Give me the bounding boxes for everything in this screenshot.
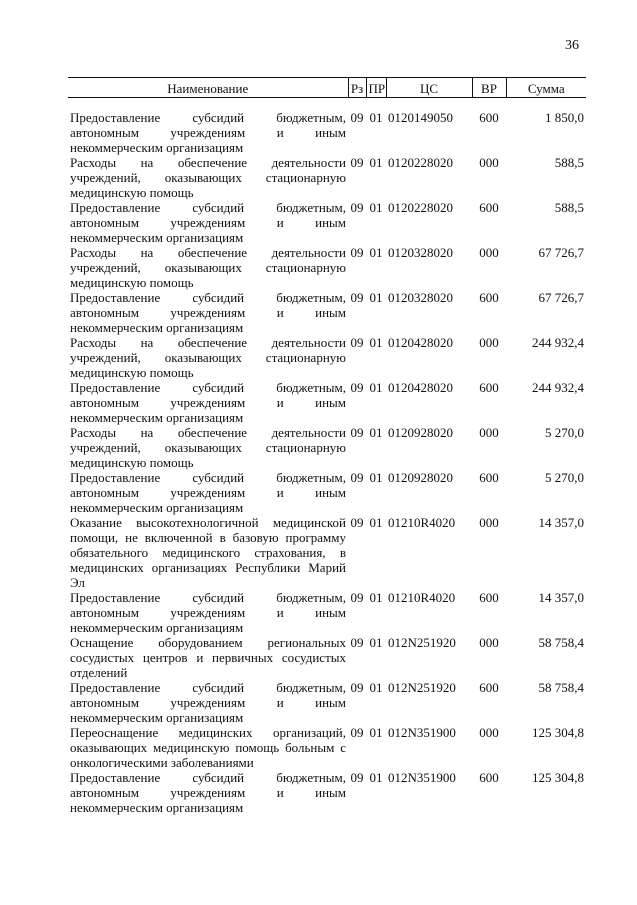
cell-sum: 125 304,8 (532, 770, 584, 785)
cell-rz: 09 (350, 635, 364, 650)
cell-vr: 000 (479, 635, 499, 650)
cell-pr: 01 (369, 590, 383, 605)
table-row (68, 200, 586, 245)
cell-name: Предоставление субсидий бюджетным, автономным учреждениям и иным некоммерческим организациям (70, 290, 346, 335)
cell-vr: 600 (479, 470, 499, 485)
table-row (68, 290, 586, 335)
budget-table (68, 77, 586, 815)
cell-name: Оказание высокотехнологичной медицинской помощи, не включенной в базовую программу обязательного медицинского страхования, в медицинских организациях Республики Марий Эл (70, 515, 346, 590)
cell-rz: 09 (350, 335, 364, 350)
column-header-name: Наименование (68, 78, 348, 98)
cell-rz: 09 (350, 515, 364, 530)
cell-cs: 0120149050 (388, 110, 453, 125)
cell-pr: 01 (369, 110, 383, 125)
cell-pr: 01 (369, 200, 383, 215)
cell-pr: 01 (369, 290, 383, 305)
cell-pr: 01 (369, 725, 383, 740)
table-row (68, 470, 586, 515)
cell-vr: 600 (479, 110, 499, 125)
table-row (68, 155, 586, 200)
cell-cs: 0120228020 (388, 200, 453, 215)
cell-cs: 0120328020 (388, 245, 453, 260)
cell-vr: 000 (479, 425, 499, 440)
table-row (68, 110, 586, 155)
cell-name: Расходы на обеспечение деятельности учреждений, оказывающих стационарную медицинскую помощь (70, 245, 346, 290)
cell-sum: 1 850,0 (545, 110, 584, 125)
table-row (68, 245, 586, 290)
cell-sum: 588,5 (554, 155, 584, 170)
cell-pr: 01 (369, 425, 383, 440)
cell-vr: 000 (479, 335, 499, 350)
cell-rz: 09 (350, 770, 364, 785)
cell-name: Предоставление субсидий бюджетным, автономным учреждениям и иным некоммерческим организациям (70, 470, 346, 515)
cell-pr: 01 (369, 470, 383, 485)
cell-rz: 09 (350, 380, 364, 395)
cell-cs: 01210R4020 (388, 590, 456, 605)
cell-pr: 01 (369, 380, 383, 395)
table-row (68, 770, 586, 815)
cell-rz: 09 (350, 680, 364, 695)
cell-cs: 012N251920 (388, 635, 456, 650)
cell-sum: 244 932,4 (532, 335, 584, 350)
cell-cs: 0120928020 (388, 470, 453, 485)
cell-vr: 000 (479, 515, 499, 530)
table-row (68, 590, 586, 635)
cell-vr: 600 (479, 380, 499, 395)
cell-sum: 5 270,0 (545, 425, 584, 440)
cell-pr: 01 (369, 515, 383, 530)
cell-sum: 67 726,7 (538, 245, 584, 260)
table-row (68, 425, 586, 470)
cell-vr: 600 (479, 290, 499, 305)
cell-name: Расходы на обеспечение деятельности учреждений, оказывающих стационарную медицинскую помощь (70, 335, 346, 380)
cell-vr: 000 (479, 725, 499, 740)
cell-rz: 09 (350, 155, 364, 170)
cell-sum: 14 357,0 (538, 590, 584, 605)
cell-name: Оснащение оборудованием региональных сосудистых центров и первичных сосудистых отделений (70, 635, 346, 680)
cell-name: Предоставление субсидий бюджетным, автономным учреждениям и иным некоммерческим организациям (70, 110, 346, 155)
table-row (68, 635, 586, 680)
cell-sum: 58 758,4 (538, 680, 584, 695)
cell-cs: 01210R4020 (388, 515, 456, 530)
cell-cs: 012N351900 (388, 770, 456, 785)
column-header-sum: Сумма (506, 78, 586, 98)
cell-pr: 01 (369, 680, 383, 695)
cell-cs: 012N351900 (388, 725, 456, 740)
cell-rz: 09 (350, 470, 364, 485)
cell-rz: 09 (350, 590, 364, 605)
cell-name: Предоставление субсидий бюджетным, автономным учреждениям и иным некоммерческим организациям (70, 200, 346, 245)
cell-rz: 09 (350, 725, 364, 740)
cell-pr: 01 (369, 155, 383, 170)
cell-sum: 67 726,7 (538, 290, 584, 305)
cell-cs: 0120228020 (388, 155, 453, 170)
cell-cs: 0120428020 (388, 380, 453, 395)
cell-pr: 01 (369, 770, 383, 785)
cell-name: Расходы на обеспечение деятельности учреждений, оказывающих стационарную медицинскую помощь (70, 425, 346, 470)
cell-rz: 09 (350, 245, 364, 260)
cell-vr: 000 (479, 245, 499, 260)
cell-sum: 5 270,0 (545, 470, 584, 485)
cell-name: Переоснащение медицинских организаций, оказывающих медицинскую помощь больным с онкологическими заболеваниями (70, 725, 346, 770)
cell-vr: 600 (479, 590, 499, 605)
cell-sum: 588,5 (554, 200, 584, 215)
cell-pr: 01 (369, 335, 383, 350)
cell-vr: 000 (479, 155, 499, 170)
cell-cs: 0120328020 (388, 290, 453, 305)
cell-rz: 09 (350, 110, 364, 125)
cell-sum: 58 758,4 (538, 635, 584, 650)
column-header-cs: ЦС (386, 78, 472, 98)
table-row (68, 335, 586, 380)
cell-name: Предоставление субсидий бюджетным, автономным учреждениям и иным некоммерческим организациям (70, 590, 346, 635)
cell-cs: 0120428020 (388, 335, 453, 350)
cell-name: Предоставление субсидий бюджетным, автономным учреждениям и иным некоммерческим организациям (70, 680, 346, 725)
cell-vr: 600 (479, 770, 499, 785)
cell-vr: 600 (479, 200, 499, 215)
cell-name: Предоставление субсидий бюджетным, автономным учреждениям и иным некоммерческим организациям (70, 380, 346, 425)
cell-rz: 09 (350, 425, 364, 440)
table-header-row (68, 78, 586, 98)
page-number: 36 (565, 38, 579, 53)
cell-name: Предоставление субсидий бюджетным, автономным учреждениям и иным некоммерческим организациям (70, 770, 346, 815)
cell-sum: 125 304,8 (532, 725, 584, 740)
cell-vr: 600 (479, 680, 499, 695)
column-header-rz: Рз (348, 78, 366, 98)
table-row (68, 380, 586, 425)
table-row (68, 515, 586, 590)
cell-sum: 244 932,4 (532, 380, 584, 395)
table-row (68, 725, 586, 770)
table-row (68, 680, 586, 725)
cell-pr: 01 (369, 245, 383, 260)
cell-cs: 012N251920 (388, 680, 456, 695)
cell-rz: 09 (350, 200, 364, 215)
cell-cs: 0120928020 (388, 425, 453, 440)
column-header-vr: ВР (472, 78, 506, 98)
cell-sum: 14 357,0 (538, 515, 584, 530)
cell-pr: 01 (369, 635, 383, 650)
column-header-pr: ПР (366, 78, 386, 98)
cell-name: Расходы на обеспечение деятельности учреждений, оказывающих стационарную медицинскую помощь (70, 155, 346, 200)
cell-rz: 09 (350, 290, 364, 305)
